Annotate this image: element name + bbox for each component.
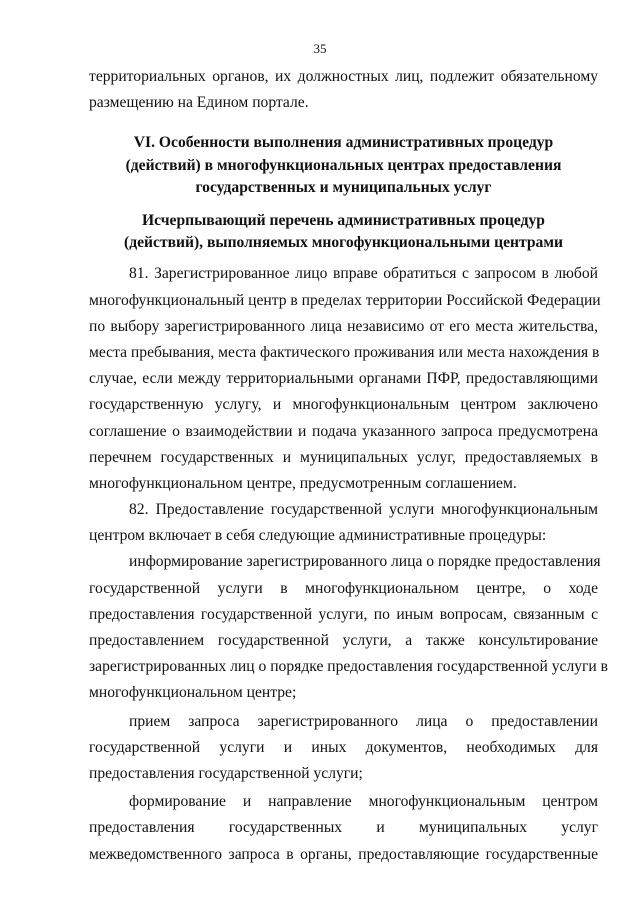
list-item-reception — [89, 709, 598, 788]
paragraph-line: зарегистрированных лиц о порядке предоставления государственной услуги в — [89, 658, 609, 676]
paragraph-line: предоставления государственной услуги; — [89, 764, 363, 782]
subsection-heading-line: Исчерпывающий перечень административных процедур — [142, 211, 545, 229]
paragraph-line: 81. Зарегистрированное лицо вправе обратиться с запросом в любой — [129, 265, 598, 283]
paragraph-line: прием запроса зарегистрированного лица о предоставлении — [129, 712, 598, 730]
paragraph-line: многофункциональном центре, предусмотренным соглашением. — [89, 474, 517, 492]
paragraph-line: соглашение о взаимодействии и подача указанного запроса предусмотрена — [89, 422, 598, 440]
section-heading-line: государственных и муниципальных услуг — [195, 179, 492, 197]
paragraph-line: предоставления государственной услуги, по иным вопросам, связанным с — [89, 605, 598, 623]
section-heading-line: (действий) в многофункциональных центрах предоставления — [125, 156, 562, 174]
paragraph-line: межведомственного запроса в органы, предоставляющие государственные — [89, 845, 598, 863]
subsection-heading — [89, 210, 598, 255]
paragraph-line: места пребывания, места фактического проживания или места нахождения в — [89, 343, 600, 361]
intro-paragraph — [89, 64, 598, 116]
section-heading — [89, 132, 598, 199]
paragraph-line: информирование зарегистрированного лица о порядке предоставления — [129, 553, 601, 571]
paragraph-line: государственной услуги в многофункциональном центре, о ходе — [89, 579, 598, 597]
intro-line: размещению на Едином портале. — [89, 94, 309, 112]
document-body — [89, 64, 609, 868]
paragraph-line: государственную услугу, и многофункциональным центром заключено — [89, 396, 598, 414]
section-heading-line: VI. Особенности выполнения административных процедур — [133, 134, 554, 152]
paragraph-line: предоставлением государственной услуги, а также консультирование — [89, 632, 598, 650]
headings — [89, 132, 598, 254]
paragraph-line: случае, если между территориальными органами ПФР, предоставляющими — [89, 370, 598, 388]
intro-line: территориальных органов, их должностных лиц, подлежит обязательному — [89, 68, 598, 85]
paragraph-line: перечнем государственных и муниципальных услуг, предоставляемых в — [89, 448, 598, 466]
page-number: 35 — [313, 41, 327, 56]
paragraph-82 — [89, 497, 598, 549]
subsection-heading-line: (действий), выполняемых многофункциональными центрами — [124, 234, 563, 251]
paragraph-line: центром включает в себя следующие административные процедуры: — [89, 527, 547, 545]
list-item-informing — [89, 549, 609, 706]
paragraph-line: предоставления государственных и муниципальных услуг — [89, 819, 598, 837]
paragraph-line: формирование и направление многофункциональным центром — [129, 793, 598, 811]
list-item-interagency-request — [89, 789, 598, 868]
paragraph-line: государственной услуги и иных документов, необходимых для — [89, 738, 598, 756]
paragraph-81 — [89, 261, 601, 497]
paragraph-line: 82. Предоставление государственной услуги многофункциональным — [129, 501, 598, 519]
paragraph-line: многофункциональном центре; — [89, 684, 297, 702]
paragraph-line: по выбору зарегистрированного лица независимо от его места жительства, — [89, 317, 598, 335]
paragraph-line: многофункциональный центр в пределах территории Российской Федерации — [89, 291, 601, 309]
